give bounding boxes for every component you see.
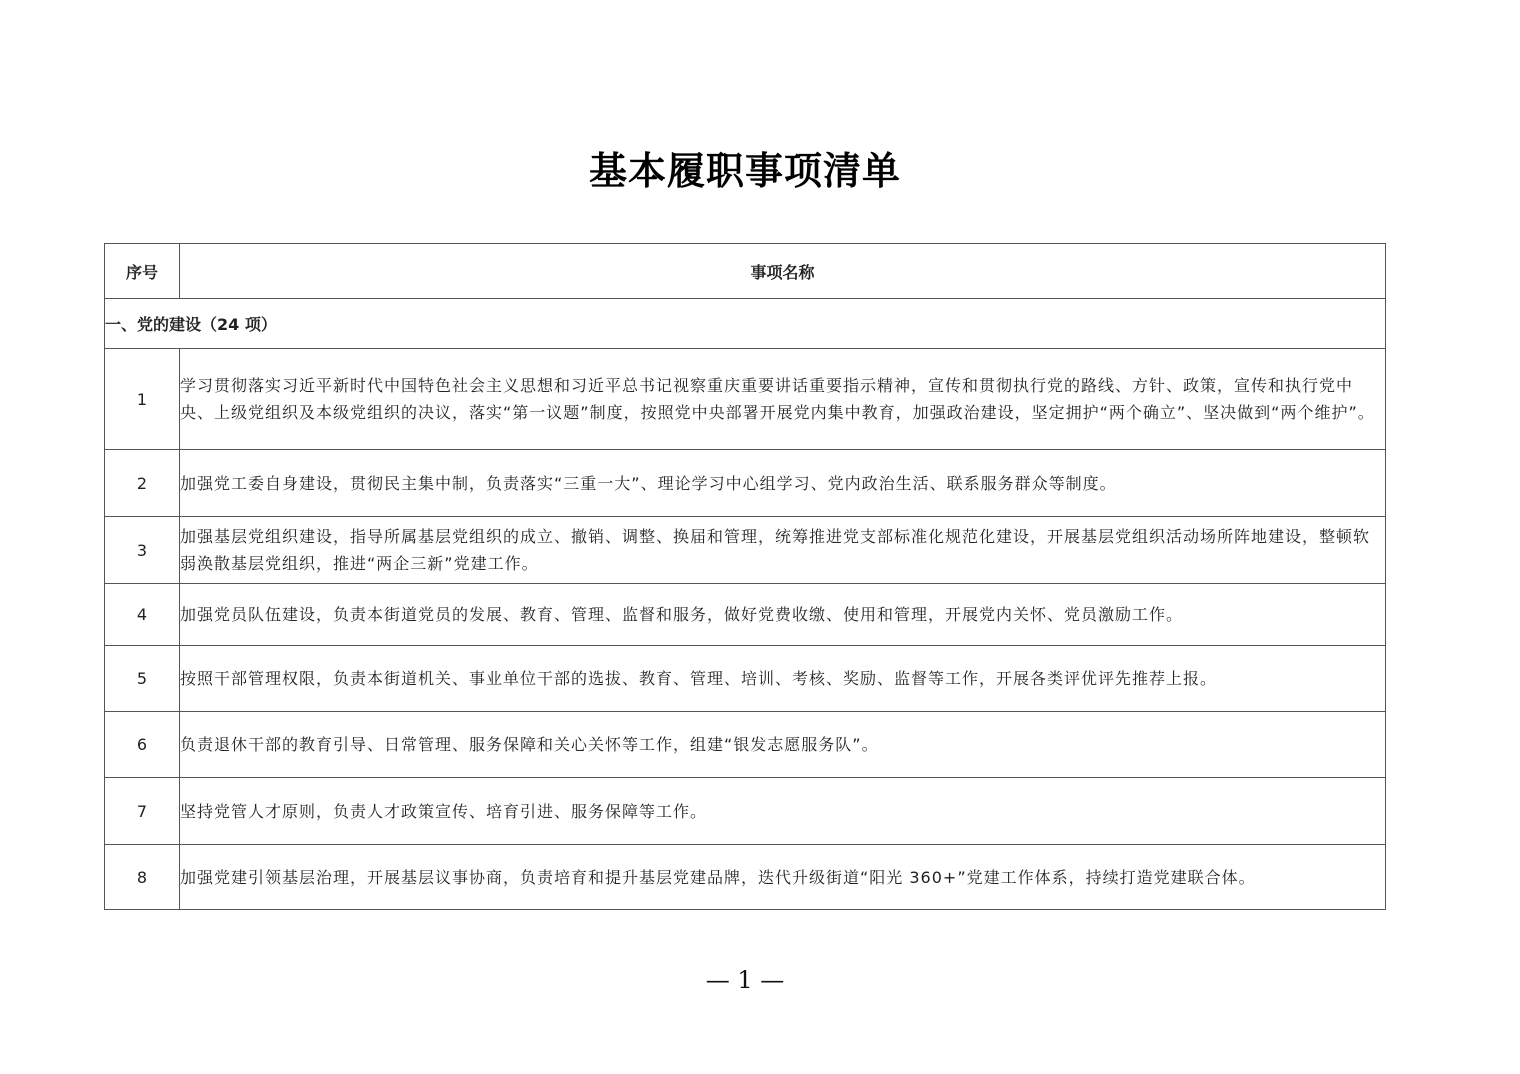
row-text: 按照干部管理权限，负责本街道机关、事业单位干部的选拔、教育、管理、培训、考核、奖励、监督等工作，开展各类评优评先推荐上报。 <box>180 646 1386 712</box>
table-row <box>105 712 1386 778</box>
row-number: 3 <box>105 517 180 584</box>
section-title: 一、党的建设（24 项） <box>105 299 1386 349</box>
table-row <box>105 646 1386 712</box>
row-text: 加强党工委自身建设，贯彻民主集中制，负责落实“三重一大”、理论学习中心组学习、党内政治生活、联系服务群众等制度。 <box>180 450 1386 517</box>
table-row <box>105 450 1386 517</box>
row-text: 学习贯彻落实习近平新时代中国特色社会主义思想和习近平总书记视察重庆重要讲话重要指示精神，宣传和贯彻执行党的路线、方针、政策，宣传和执行党中央、上级党组织及本级党组织的决议，落实“第一议题”制度，按照党中央部署开展党内集中教育，加强政治建设，坚定拥护“两个确立”、坚决做到“两个维护”。 <box>180 349 1386 450</box>
row-number: 7 <box>105 778 180 845</box>
section-row <box>105 299 1386 349</box>
table-row <box>105 584 1386 646</box>
row-number: 1 <box>105 349 180 450</box>
row-number: 5 <box>105 646 180 712</box>
table-row <box>105 778 1386 845</box>
page-number: — 1 — <box>705 966 785 994</box>
row-number: 6 <box>105 712 180 778</box>
row-number: 2 <box>105 450 180 517</box>
table-row <box>105 349 1386 450</box>
header-item-name: 事项名称 <box>180 244 1386 299</box>
row-number: 4 <box>105 584 180 646</box>
row-number: 8 <box>105 845 180 910</box>
row-text: 负责退休干部的教育引导、日常管理、服务保障和关心关怀等工作，组建“银发志愿服务队”。 <box>180 712 1386 778</box>
header-index: 序号 <box>105 244 180 299</box>
row-text: 加强党建引领基层治理，开展基层议事协商，负责培育和提升基层党建品牌，迭代升级街道“阳光 360+”党建工作体系，持续打造党建联合体。 <box>180 845 1386 910</box>
table-row <box>105 845 1386 910</box>
row-text: 加强基层党组织建设，指导所属基层党组织的成立、撤销、调整、换届和管理，统筹推进党支部标准化规范化建设，开展基层党组织活动场所阵地建设，整顿软弱涣散基层党组织，推进“两企三新”党建工作。 <box>180 517 1386 584</box>
table-row <box>105 517 1386 584</box>
duty-list-table <box>104 243 1386 910</box>
page-title: 基本履职事项清单 <box>588 148 901 193</box>
row-text: 加强党员队伍建设，负责本街道党员的发展、教育、管理、监督和服务，做好党费收缴、使用和管理，开展党内关怀、党员激励工作。 <box>180 584 1386 646</box>
row-text: 坚持党管人才原则，负责人才政策宣传、培育引进、服务保障等工作。 <box>180 778 1386 845</box>
table-header-row <box>105 244 1386 299</box>
